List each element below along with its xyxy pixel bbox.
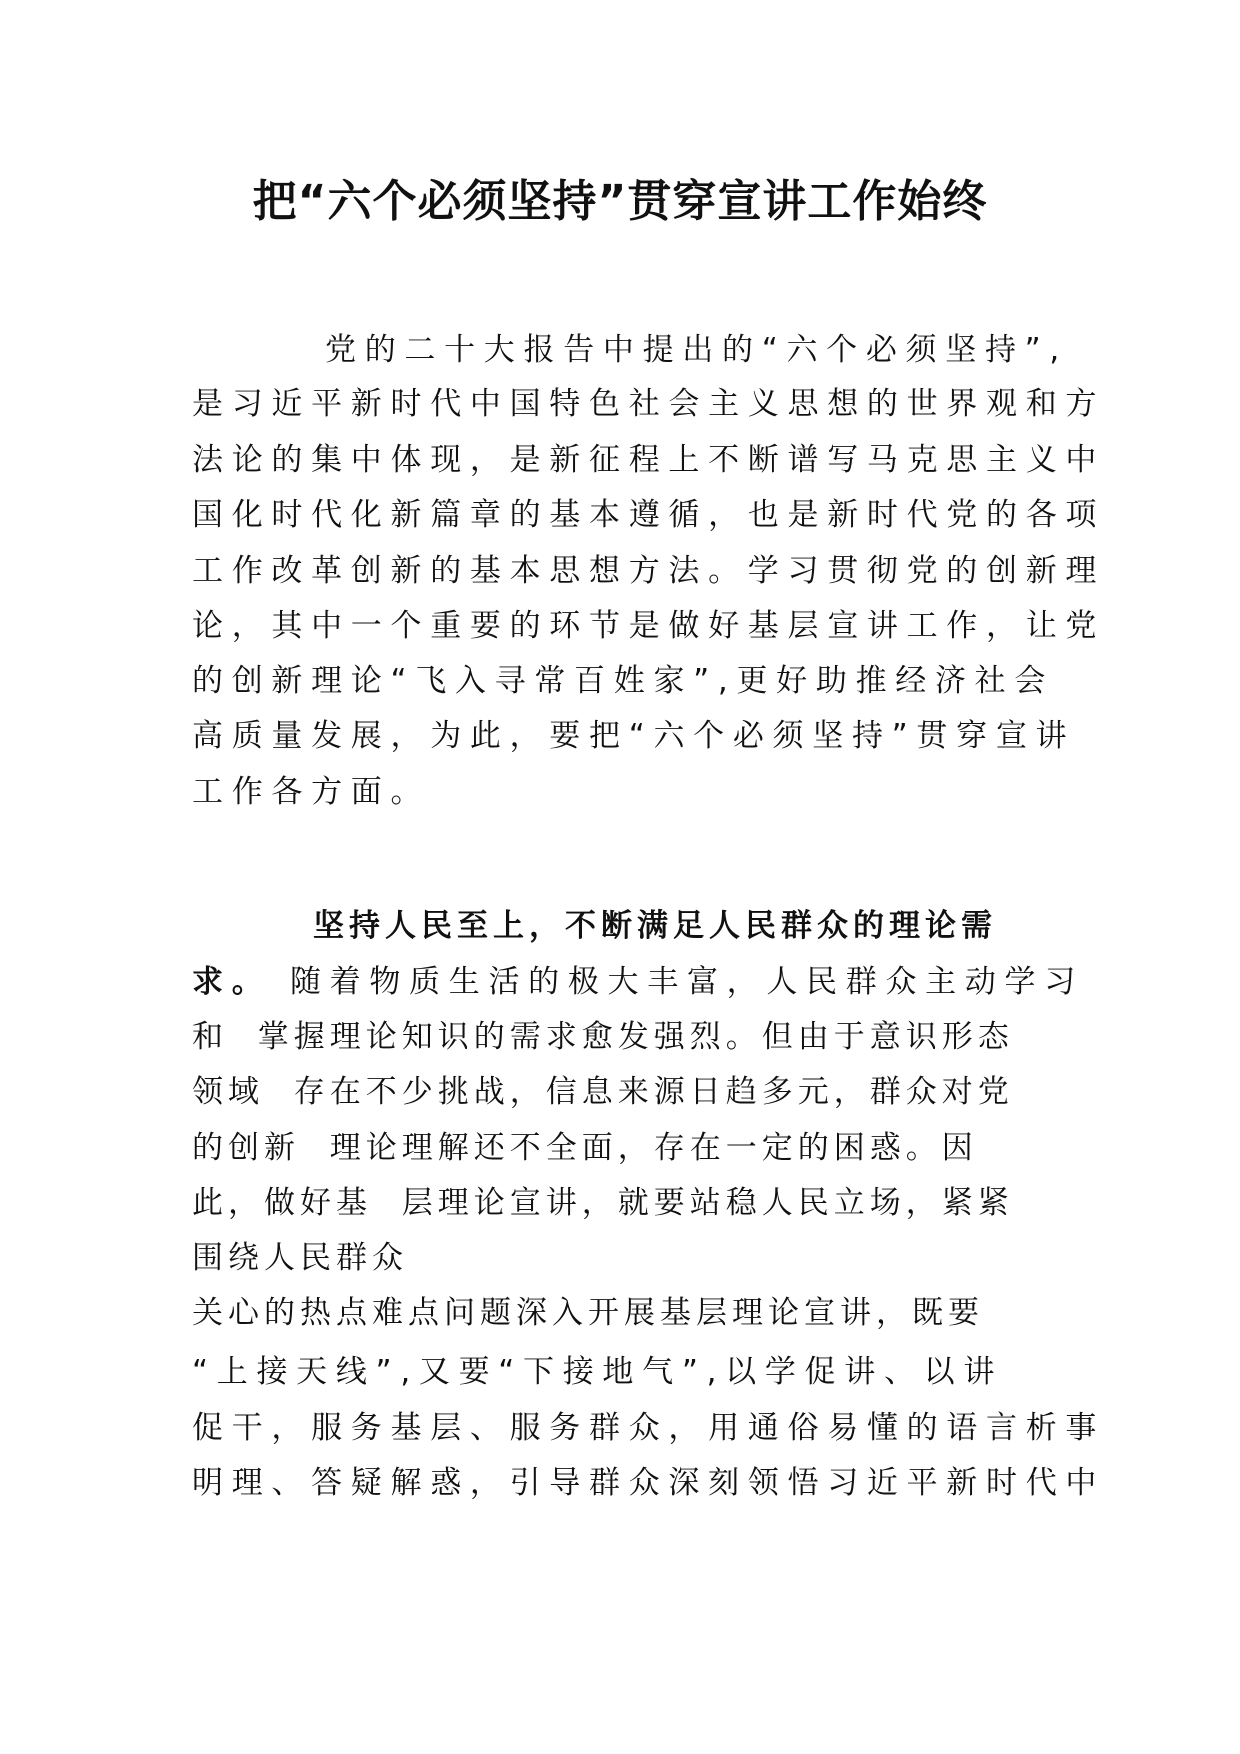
section-body-line: 关心的热点难点问题深入开展基层理论宣讲，既要	[192, 1295, 984, 1331]
intro-line: 论，其中一个重要的环节是做好基层宣讲工作，让党	[192, 608, 1106, 644]
section-body-line: 此，做好基 层理论宣讲，就要站稳人民立场，紧紧	[192, 1185, 1014, 1221]
section-body-line: 明理、答疑解惑，引导群众深刻领悟习近平新时代中	[192, 1465, 1106, 1501]
intro-line: 工作各方面。	[192, 774, 431, 810]
section-body-line: 领域 存在不少挑战，信息来源日趋多元，群众对党	[192, 1074, 1014, 1110]
section-body-line: 和 掌握理论知识的需求愈发强烈。但由于意识形态	[192, 1019, 1014, 1055]
section-body-line: “上接天线”,又要“下接地气”,以学促讲、以讲	[192, 1354, 1004, 1390]
section-body-line: 围绕人民群众	[192, 1240, 408, 1276]
section-body-line: 的创新 理论理解还不全面，存在一定的困惑。因	[192, 1130, 978, 1166]
section-body-line	[192, 962, 1084, 1002]
section-body-text: 随着物质生活的极大丰富，人民群众主动学习	[271, 964, 1084, 1000]
section-heading-end: 求。	[192, 964, 272, 1000]
intro-line: 工作改革创新的基本思想方法。学习贯彻党的创新理	[192, 553, 1106, 589]
intro-line: 高质量发展，为此，要把“六个必须坚持”贯穿宣讲	[192, 718, 1076, 754]
section-body-line: 促干，服务基层、服务群众，用通俗易懂的语言析事	[192, 1410, 1106, 1446]
section-heading: 坚持人民至上，不断满足人民群众的理论需	[313, 908, 997, 944]
intro-line: 是习近平新时代中国特色社会主义思想的世界观和方	[192, 386, 1106, 422]
intro-line: 法论的集中体现，是新征程上不断谱写马克思主义中	[192, 442, 1106, 478]
intro-line: 国化时代化新篇章的基本遵循，也是新时代党的各项	[192, 497, 1106, 533]
intro-line: 的创新理论“飞入寻常百姓家”,更好助推经济社会	[192, 663, 1055, 699]
document-title: 把“六个必须坚持”贯穿宣讲工作始终	[252, 176, 988, 227]
intro-line: 党的二十大报告中提出的“六个必须坚持”,	[325, 332, 1068, 368]
